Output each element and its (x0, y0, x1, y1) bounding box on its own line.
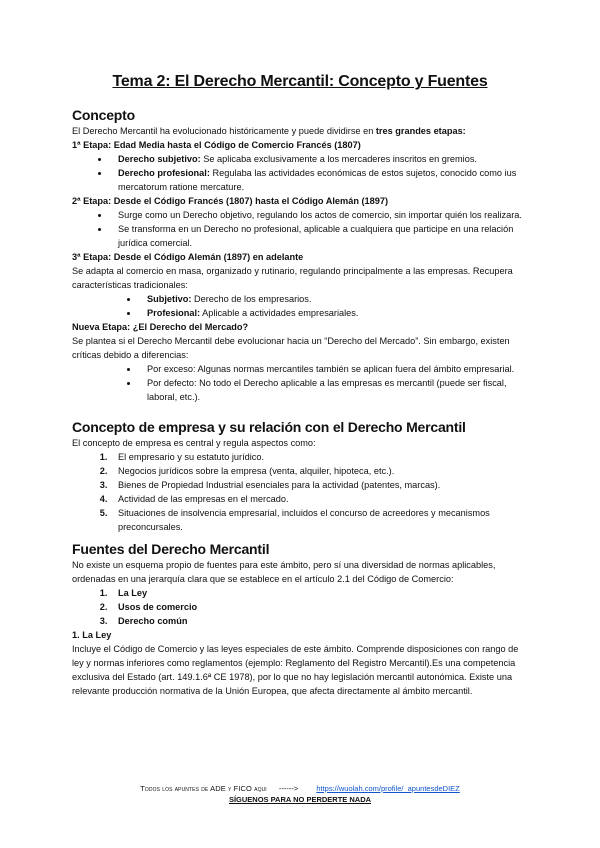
section-heading-empresa: Concepto de empresa y su relación con el Derecho Mercantil (72, 418, 466, 435)
list-item: 1. El empresario y su estatuto jurídico. (110, 451, 528, 465)
list-item: 3. Derecho común (110, 615, 528, 629)
list-item: • Derecho profesional: Regulaba las actividades económicas de estos sujetos, conocido como ius mercatorum ratione mercature. (110, 167, 528, 195)
page-footer (0, 784, 600, 806)
section-heading-fuentes: Fuentes del Derecho Mercantil (72, 540, 270, 557)
concepto-intro: El Derecho Mercantil ha evolucionado históricamente y puede dividirse en tres grandes etapas: (72, 126, 466, 137)
list-item: • Subjetivo: Derecho de los empresarios. (139, 293, 528, 307)
footer-line-1 (0, 784, 600, 795)
stage-3-list (72, 293, 528, 321)
list-item: 2. Usos de comercio (110, 601, 528, 615)
list-item: • Por exceso: Algunas normas mercantiles también se aplican fuera del ámbito empresarial. (139, 363, 528, 377)
page-title: Tema 2: El Derecho Mercantil: Concepto y Fuentes (112, 73, 488, 90)
empresa-intro: El concepto de empresa es central y regula aspectos como: (72, 438, 316, 449)
footer-arrow: ------> (278, 784, 299, 793)
list-item: • Derecho subjetivo: Se aplicaba exclusivamente a los mercaderes inscritos en gremios. (110, 153, 528, 167)
stage-2-list (72, 209, 528, 251)
new-stage-title: Nueva Etapa: ¿El Derecho del Mercado? (72, 321, 249, 332)
new-stage-text: Se plantea si el Derecho Mercantil debe evolucionar hacia un “Derecho del Mercado”. Sin embargo, existen críticas debido a diferencias: (72, 335, 510, 360)
list-item: 5. Situaciones de insolvencia empresarial, incluidos el concurso de acreedores y mecanismos preconcursales. (110, 507, 528, 535)
list-item: 4. Actividad de las empresas en el mercado. (110, 493, 528, 507)
list-item: 3. Bienes de Propiedad Industrial esenciales para la actividad (patentes, marcas). (110, 479, 528, 493)
fuentes-list (72, 587, 528, 629)
fuentes-intro: No existe un esquema propio de fuentes para este ámbito, pero sí una diversidad de normas aplicables, ordenadas en una jerarquía clara que se establece en el artículo 2.1 del Código de Comercio: (72, 560, 496, 585)
follow-caption: SÍGUENOS PARA NO PERDERTE NADA (228, 794, 372, 804)
list-item: 2. Negocios jurídicos sobre la empresa (venta, alquiler, hipoteca, etc.). (110, 465, 528, 479)
ley-subheading: 1. La Ley (72, 630, 112, 641)
list-item: • Surge como un Derecho objetivo, regulando los actos de comercio, sin importar quién los realizara. (110, 209, 528, 223)
stage-2-title: 2ª Etapa: Desde el Código Francés (1807) hasta el Código Alemán (1897) (72, 196, 389, 207)
section-heading-concepto: Concepto (72, 106, 135, 123)
stage-3-title: 3ª Etapa: Desde el Código Alemán (1897) en adelante (72, 251, 304, 262)
stage-3-text: Se adapta al comercio en masa, organizado y rutinario, regulando principalmente a las empresas. Recupera características tradicionales: (72, 265, 513, 290)
new-stage-list (72, 363, 528, 405)
document-body (72, 72, 528, 699)
empresa-list (72, 451, 528, 535)
list-item: • Se transforma en un Derecho no profesional, aplicable a cualquiera que participe en una relación jurídica comercial. (110, 223, 528, 251)
list-item: 1. La Ley (110, 587, 528, 601)
list-item: • Por defecto: No todo el Derecho aplicable a las empresas es mercantil (puede ser fiscal, laboral, etc.). (139, 377, 528, 405)
footer-caption: Todos los apuntes de ADE y FICO aqui (140, 784, 267, 793)
profile-link[interactable]: https://wuolah.com/profile/_apuntesdeDIEZ (316, 784, 460, 793)
list-item: • Profesional: Aplicable a actividades empresariales. (139, 307, 528, 321)
ley-text: Incluye el Código de Comercio y las leyes especiales de este ámbito. Comprende disposiciones con rango de ley y normas inferiores como reglamentos (ejemplo: Reglamento del Registro Mercantil).Es una competencia exclusiva del Estado (art. 149.1.6ª CE 1978), por lo que no hay legislación mercantil autonómica. Existe una relevante producción normativa de la Unión Europea, que afecta directamente al ámbito mercantil. (72, 644, 519, 697)
stage-1-list (72, 153, 528, 195)
stage-1-title: 1ª Etapa: Edad Media hasta el Código de Comercio Francés (1807) (72, 140, 361, 151)
